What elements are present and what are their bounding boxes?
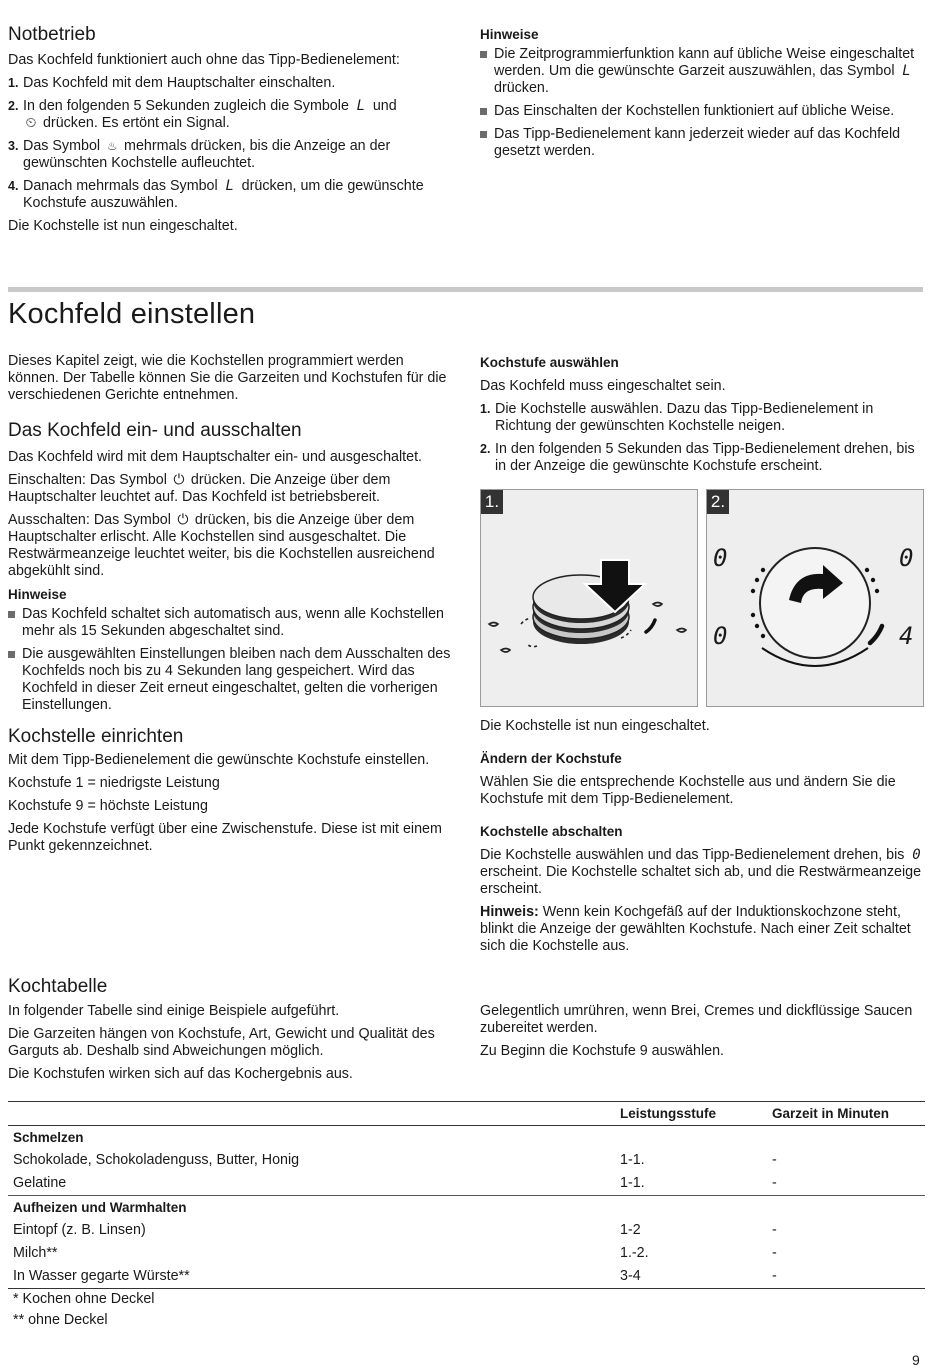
table-cell: - — [772, 1152, 777, 1168]
power-symbol-icon: ⏻ — [177, 512, 189, 528]
step-number: 1. — [480, 402, 491, 416]
table-footnote-row — [8, 1310, 925, 1331]
group-name: Schmelzen — [13, 1130, 84, 1145]
list-item — [480, 46, 925, 97]
page-number: 9 — [912, 1352, 920, 1368]
table-row — [8, 1172, 925, 1196]
kochtabelle-p5: Zu Beginn die Kochstufe 9 auswählen. — [480, 1043, 725, 1059]
list-item — [480, 126, 925, 160]
step-text: In den folgenden 5 Sekunden das Tipp-Bedienelement drehen, bis in der Anzeige die gewünschte Kochstufe erscheint. — [495, 441, 915, 474]
table-cell: Gelatine — [13, 1175, 67, 1191]
einaus-heading: Das Kochfeld ein- und ausschalten — [8, 420, 302, 441]
notbetrieb-heading: Notbetrieb — [8, 24, 96, 45]
list-item: Das Kochfeld schaltet sich automatisch aus, wenn alle Kochstellen mehr als 15 Sekunden abgeschaltet sind. — [8, 606, 453, 640]
kochtabelle-p1: In folgender Tabelle sind einige Beispiele aufgeführt. — [8, 1003, 340, 1019]
hinweis-text: Wenn kein Kochgefäß auf der Induktionskochzone steht, blinkt die Anzeige der gewählten Kochstufe. Nach einer Zeit schaltet sich die Kochstelle aus. — [480, 904, 911, 954]
stufe-symbol-icon: L — [225, 178, 234, 194]
kochstufe-p1: Das Kochfeld muss eingeschaltet sein. — [480, 378, 726, 394]
step-text: drücken, um die gewünschte Kochstufe auszuwählen. — [23, 178, 424, 211]
hint-text: drücken. — [494, 80, 549, 96]
list-item — [8, 75, 453, 92]
table-cell: - — [772, 1245, 777, 1261]
column-header: Leistungsstufe — [620, 1106, 717, 1121]
kochtabelle-p4: Gelegentlich umrühren, wenn Brei, Cremes und dickflüssige Saucen zubereitet werden. — [480, 1003, 913, 1036]
table-cell: 1.-2. — [620, 1245, 649, 1261]
chapter-left-column — [8, 353, 453, 855]
einrichten-p2: Kochstufe 1 = niedrigste Leistung — [8, 775, 220, 791]
table-cell: 3-4 — [620, 1268, 641, 1284]
step-text: mehrmals drücken, bis die Anzeige an der gewünschten Kochstelle aufleuchtet. — [23, 138, 391, 171]
einaus-p2-text: Einschalten: Das Symbol — [8, 472, 167, 488]
figure-label: 1. — [481, 490, 503, 514]
step-text: Danach mehrmals das Symbol — [23, 178, 218, 194]
table-cell: Eintopf (z. B. Linsen) — [13, 1222, 146, 1238]
kochstufe-result: Die Kochstelle ist nun eingeschaltet. — [480, 718, 710, 734]
kochtabelle-section — [8, 976, 453, 1083]
einrichten-p1: Mit dem Tipp-Bedienelement die gewünschte Kochstufe einstellen. — [8, 752, 430, 768]
kochtabelle-table-wrap — [8, 1101, 925, 1331]
list-item — [8, 98, 453, 132]
step-text: Das Symbol — [23, 138, 101, 154]
step-text: und — [372, 98, 397, 114]
timer-symbol-icon: ⏲ — [25, 115, 37, 131]
display-digit: 0 — [713, 544, 728, 572]
zero-symbol-icon: 0 — [912, 847, 921, 863]
kochtabelle-right-text — [480, 1003, 925, 1060]
table-header-row — [8, 1102, 925, 1126]
einaus-p3-text: Ausschalten: Das Symbol — [8, 512, 171, 528]
kochtabelle-table — [8, 1101, 925, 1331]
abschalten-heading: Kochstelle abschalten — [480, 824, 623, 839]
chapter-title: Kochfeld einstellen — [8, 298, 256, 330]
einaus-p1: Das Kochfeld wird mit dem Hauptschalter ein- und ausgeschaltet. — [8, 449, 423, 465]
abschalten-text: Die Kochstelle auswählen und das Tipp-Bedienelement drehen, bis — [480, 847, 905, 863]
figure-label: 2. — [707, 490, 729, 514]
power-symbol-icon: ⏻ — [173, 472, 185, 488]
display-digit: 4 — [899, 622, 914, 650]
table-cell: - — [772, 1175, 777, 1191]
kochstufe-steps — [480, 401, 925, 475]
chapter-rule — [8, 287, 923, 292]
hint-text: Die Zeitprogrammierfunktion kann auf übliche Weise eingeschaltet werden. Um die gewünschte Garzeit auszuwählen, das Symbol — [494, 46, 915, 79]
abschalten-hinweis — [480, 904, 925, 955]
table-row — [8, 1265, 925, 1289]
chapter-intro: Dieses Kapitel zeigt, wie die Kochstellen programmiert werden können. Der Tabelle können Sie die Garzeiten und Kochstufen für die verschiedenen Gerichte entnehmen. — [8, 353, 447, 403]
table-row — [8, 1242, 925, 1265]
table-cell: 1-1. — [620, 1152, 645, 1168]
notbetrieb-result: Die Kochstelle ist nun eingeschaltet. — [8, 218, 238, 234]
kochstufe-continued — [480, 718, 925, 955]
group-name: Aufheizen und Warmhalten — [13, 1200, 187, 1215]
list-item — [8, 138, 453, 172]
list-item — [480, 103, 925, 120]
step-text: Das Kochfeld mit dem Hauptschalter einschalten. — [23, 75, 336, 91]
aendern-p1: Wählen Sie die entsprechende Kochstelle aus und ändern Sie die Kochstufe mit dem Tipp-Bedienelement. — [480, 774, 896, 807]
einrichten-p3: Kochstufe 9 = höchste Leistung — [8, 798, 208, 814]
stufe-symbol-icon: L — [356, 98, 366, 114]
kochtabelle-heading: Kochtabelle — [8, 976, 108, 997]
einaus-hinweise-list — [8, 606, 453, 714]
einrichten-heading: Kochstelle einrichten — [8, 726, 184, 747]
einaus-p3 — [8, 512, 453, 580]
hinweis-label: Hinweis: — [480, 904, 539, 920]
step-number: 3. — [8, 139, 19, 153]
column-header — [8, 1102, 615, 1126]
notbetrieb-section — [8, 24, 453, 235]
einaus-p3-text: drücken, bis die Anzeige über dem Hauptschalter erlischt. Alle Kochstellen sind ausgeschaltet. Die Restwärmeanzeige leuchtet weiter, bis die Kochstellen ausreichend abgekühlt sind. — [8, 512, 435, 579]
display-digit: 0 — [713, 622, 728, 650]
display-digit: 0 — [899, 544, 914, 572]
einaus-p2 — [8, 472, 453, 506]
abschalten-p1 — [480, 847, 925, 898]
kochtabelle-p3: Die Kochstufen wirken sich auf das Kochergebnis aus. — [8, 1066, 353, 1082]
step-number: 1. — [8, 76, 19, 90]
einrichten-p4: Jede Kochstufe verfügt über eine Zwischenstufe. Diese ist mit einem Punkt gekennzeichnet. — [8, 821, 442, 854]
step-text: Die Kochstelle auswählen. Dazu das Tipp-Bedienelement in Richtung der gewünschten Kochstelle neigen. — [495, 401, 874, 434]
kochstelle-symbol-icon: ♨ — [107, 138, 117, 154]
footnote: ** ohne Deckel — [13, 1312, 108, 1328]
hint-text: Das Tipp-Bedienelement kann jederzeit wieder auf das Kochfeld gesetzt werden. — [494, 126, 901, 159]
kochstufe-section — [480, 354, 925, 481]
step-number: 4. — [8, 179, 19, 193]
table-cell: Milch** — [13, 1245, 58, 1261]
table-cell: - — [772, 1222, 777, 1238]
notbetrieb-steps — [8, 75, 453, 212]
figure-tilt-control — [480, 489, 698, 707]
step-text: drücken. Es ertönt ein Signal. — [42, 115, 230, 131]
hint-text: Das Einschalten der Kochstellen funktioniert auf übliche Weise. — [494, 103, 895, 119]
footnote: * Kochen ohne Deckel — [13, 1291, 155, 1307]
list-item — [8, 178, 453, 212]
table-cell: In Wasser gegarte Würste** — [13, 1268, 190, 1284]
kochstufe-heading: Kochstufe auswählen — [480, 355, 619, 370]
kochtabelle-p2: Die Garzeiten hängen von Kochstufe, Art, Gewicht und Qualität des Garguts ab. Deshalb sind Abweichungen möglich. — [8, 1026, 435, 1059]
table-group-row — [8, 1196, 925, 1220]
column-header: Garzeit in Minuten — [772, 1106, 890, 1121]
hinweise-top-list — [480, 46, 925, 160]
stufe-symbol-icon: L — [902, 63, 911, 79]
figure-rotate-control — [706, 489, 924, 707]
list-item — [480, 441, 925, 475]
step-number: 2. — [480, 442, 491, 456]
einaus-p2-text: drücken. Die Anzeige über dem Hauptschalter leuchtet auf. Das Kochfeld ist betriebsbereit. — [8, 472, 391, 505]
step-text: In den folgenden 5 Sekunden zugleich die Symbole — [23, 98, 349, 114]
einaus-hinweise-heading: Hinweise — [8, 587, 67, 602]
aendern-heading: Ändern der Kochstufe — [480, 751, 622, 766]
notbetrieb-intro: Das Kochfeld funktioniert auch ohne das Tipp-Bedienelement: — [8, 52, 400, 68]
rotate-control-illustration — [707, 490, 923, 706]
table-row — [8, 1149, 925, 1172]
list-item — [480, 401, 925, 435]
hinweise-top-heading: Hinweise — [480, 27, 539, 42]
step-number: 2. — [8, 99, 19, 113]
list-item: Die ausgewählten Einstellungen bleiben nach dem Ausschalten des Kochfelds noch bis zu 4 Sekunden lang gespeichert. Wird das Kochfeld in dieser Zeit erneut eingeschaltet, gelten die vorherigen Einstellungen. — [8, 646, 453, 714]
table-cell: 1-1. — [620, 1175, 645, 1191]
table-cell: 1-2 — [620, 1222, 641, 1238]
table-footnote-row — [8, 1289, 925, 1311]
table-cell: - — [772, 1268, 777, 1284]
tilt-control-illustration — [481, 490, 697, 706]
table-row — [8, 1219, 925, 1242]
abschalten-text: erscheint. Die Kochstelle schaltet sich ab, und die Restwärmeanzeige erscheint. — [480, 864, 922, 897]
table-group-row — [8, 1126, 925, 1150]
hinweise-top-section — [480, 26, 925, 166]
table-cell: Schokolade, Schokoladenguss, Butter, Honig — [13, 1152, 300, 1168]
